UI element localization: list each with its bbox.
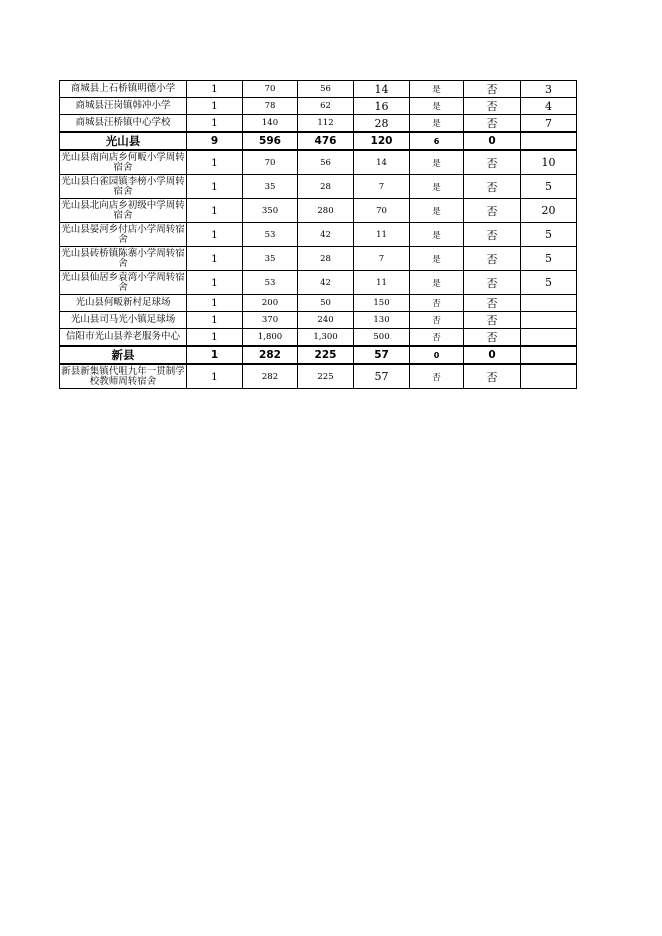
value-a-cell: 56 [298,81,354,98]
value-a-cell: 50 [298,295,354,312]
count-cell: 1 [187,346,243,364]
total-cell: 282 [243,346,298,364]
flag-a-cell: 否 [410,329,464,347]
flag-a-cell: 是 [410,223,464,247]
table-row [60,295,577,312]
value-b-cell: 14 [354,81,410,98]
project-name-cell: 商城县汪桥镇中心学校 [60,115,187,133]
flag-a-cell: 是 [410,271,464,295]
project-table [59,80,577,389]
flag-b-cell: 否 [464,98,521,115]
extra-cell: 5 [521,223,577,247]
flag-b-cell: 否 [464,312,521,329]
flag-a-cell: 是 [410,98,464,115]
total-cell: 350 [243,199,298,223]
value-b-cell: 150 [354,295,410,312]
county-name-cell: 新县 [60,346,187,364]
table-row [60,329,577,347]
value-b-cell: 130 [354,312,410,329]
value-a-cell: 56 [298,150,354,175]
total-cell: 282 [243,364,298,389]
project-name-cell: 商城县汪岗镇韩冲小学 [60,98,187,115]
flag-a-cell: 是 [410,199,464,223]
flag-a-cell: 否 [410,364,464,389]
count-cell: 1 [187,271,243,295]
value-a-cell: 28 [298,175,354,199]
value-a-cell: 112 [298,115,354,133]
total-cell: 370 [243,312,298,329]
table-row [60,271,577,295]
project-name-cell: 光山县北向店乡初级中学周转宿舍 [61,199,185,221]
flag-a-cell: 是 [410,247,464,271]
total-cell: 70 [243,150,298,175]
value-b-cell: 57 [354,364,410,389]
value-b-cell: 500 [354,329,410,347]
flag-a-cell: 是 [410,175,464,199]
table-row [60,98,577,115]
flag-b-cell: 否 [464,271,521,295]
flag-b-cell: 否 [464,150,521,175]
project-name-cell: 光山县何畈新村足球场 [60,295,187,312]
value-a-cell: 42 [298,223,354,247]
count-cell: 1 [187,223,243,247]
project-name-cell: 光山县司马光小镇足球场 [60,312,187,329]
total-cell: 35 [243,247,298,271]
project-name-cell: 光山县白雀园镇李榜小学周转宿舍 [61,175,185,197]
extra-cell: 7 [521,115,577,133]
count-cell: 1 [187,98,243,115]
total-cell: 53 [243,223,298,247]
extra-cell: 4 [521,98,577,115]
total-cell: 596 [243,132,298,150]
flag-b-cell: 否 [464,199,521,223]
extra-cell [521,295,577,312]
extra-cell: 5 [521,271,577,295]
value-b-cell: 70 [354,199,410,223]
county-subtotal-row [60,346,577,364]
table-row [60,247,577,271]
flag-b-cell: 否 [464,223,521,247]
total-cell: 70 [243,81,298,98]
value-b-cell: 11 [354,271,410,295]
flag-b-cell: 0 [464,132,521,150]
extra-cell [521,364,577,389]
flag-b-cell: 否 [464,81,521,98]
flag-a-cell: 否 [410,312,464,329]
flag-b-cell: 否 [464,247,521,271]
value-b-cell: 11 [354,223,410,247]
flag-b-cell: 否 [464,115,521,133]
value-a-cell: 28 [298,247,354,271]
value-a-cell: 280 [298,199,354,223]
extra-cell [521,346,577,364]
project-name-cell: 光山县砖桥镇陈寨小学周转宿舍 [61,247,185,269]
flag-b-cell: 否 [464,175,521,199]
extra-cell: 5 [521,247,577,271]
total-cell: 35 [243,175,298,199]
count-cell: 1 [187,150,243,175]
value-b-cell: 28 [354,115,410,133]
count-cell: 1 [187,199,243,223]
flag-a-cell: 是 [410,81,464,98]
count-cell: 1 [187,364,243,389]
table-row [60,364,577,389]
extra-cell: 10 [521,150,577,175]
project-name-cell: 商城县上石桥镇明德小学 [60,81,187,98]
count-cell: 1 [187,81,243,98]
extra-cell: 3 [521,81,577,98]
flag-b-cell: 0 [464,346,521,364]
total-cell: 53 [243,271,298,295]
value-b-cell: 7 [354,175,410,199]
count-cell: 1 [187,329,243,347]
flag-a-cell: 否 [410,295,464,312]
flag-a-cell: 是 [410,150,464,175]
flag-a-cell: 0 [410,346,464,364]
county-subtotal-row [60,132,577,150]
county-name-cell: 光山县 [60,132,187,150]
value-b-cell: 14 [354,150,410,175]
extra-cell: 5 [521,175,577,199]
extra-cell [521,132,577,150]
flag-b-cell: 否 [464,329,521,347]
value-a-cell: 240 [298,312,354,329]
table-row [60,81,577,98]
count-cell: 1 [187,247,243,271]
total-cell: 78 [243,98,298,115]
value-a-cell: 42 [298,271,354,295]
extra-cell [521,312,577,329]
table-row [60,175,577,199]
value-a-cell: 225 [298,346,354,364]
project-name-cell: 光山县仙居乡袁湾小学周转宿舍 [61,271,185,293]
flag-a-cell: 是 [410,115,464,133]
extra-cell [521,329,577,347]
count-cell: 9 [187,132,243,150]
project-name-cell: 信阳市光山县养老服务中心 [60,329,187,347]
value-a-cell: 225 [298,364,354,389]
flag-b-cell: 否 [464,364,521,389]
project-name-cell: 光山县南向店乡何畈小学周转宿舍 [61,151,185,173]
table-row [60,223,577,247]
project-name-cell: 光山县晏河乡付店小学周转宿舍 [61,223,185,245]
value-b-cell: 120 [354,132,410,150]
total-cell: 200 [243,295,298,312]
total-cell: 1,800 [243,329,298,347]
value-a-cell: 1,300 [298,329,354,347]
table-row [60,115,577,133]
project-name-cell: 新县新集镇代咀九年一贯制学校教师周转宿舍 [61,365,185,387]
value-a-cell: 476 [298,132,354,150]
table-row [60,150,577,175]
count-cell: 1 [187,295,243,312]
count-cell: 1 [187,175,243,199]
total-cell: 140 [243,115,298,133]
value-b-cell: 57 [354,346,410,364]
flag-a-cell: 6 [410,132,464,150]
value-b-cell: 16 [354,98,410,115]
count-cell: 1 [187,312,243,329]
count-cell: 1 [187,115,243,133]
value-a-cell: 62 [298,98,354,115]
table-row [60,312,577,329]
value-b-cell: 7 [354,247,410,271]
table-row [60,199,577,223]
extra-cell: 20 [521,199,577,223]
flag-b-cell: 否 [464,295,521,312]
